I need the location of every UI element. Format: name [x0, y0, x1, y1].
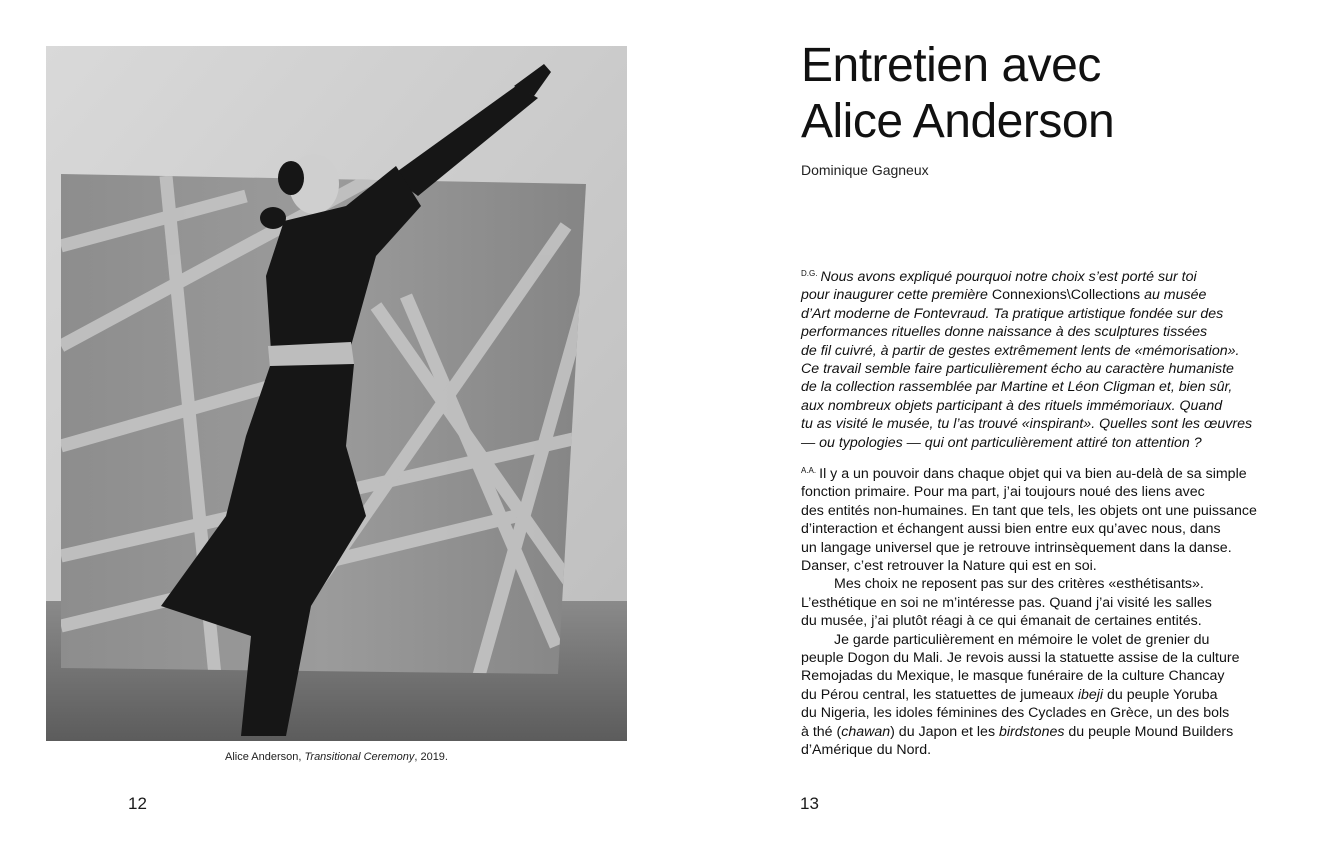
page-number: 13 [800, 794, 819, 813]
text-line [801, 342, 1321, 360]
text-run: tu as visité le musée, tu l’as trouvé «inspirant». Quelles sont les œuvres [801, 416, 1253, 433]
text-run: aux nombreux objets participant à des rituels immémoriaux. Quand [801, 397, 1223, 414]
text-line [801, 686, 1321, 704]
text-line [801, 704, 1321, 722]
text-run: Connexions\Collections [991, 287, 1141, 304]
performance-photo [46, 46, 627, 741]
text-run: ) du Japon et les [890, 723, 999, 740]
page-number: 12 [128, 794, 147, 813]
answer-paragraph [801, 462, 1321, 760]
speaker-mark: D.G. [801, 269, 818, 278]
text-run: au musée [1140, 287, 1207, 304]
text-run: chawan [841, 723, 891, 740]
right-page [672, 0, 1344, 857]
text-run: Danser, c’est retrouver la Nature qui est en soi. [801, 558, 1097, 575]
speaker-mark: A.A. [801, 466, 817, 475]
text-run: de la collection rassemblée par Martine et Léon Cligman et, bien sûr, [801, 379, 1233, 396]
text-line [801, 575, 1321, 593]
text-run: à thé ( [801, 723, 842, 740]
text-line [801, 305, 1321, 323]
text-run: Mes choix ne reposent pas sur des critères «esthétisants». [834, 576, 1204, 593]
text-line [801, 397, 1321, 415]
text-line [801, 360, 1321, 378]
text-run: pour inaugurer cette première [801, 287, 992, 304]
text-run: d’interaction et échangent aussi bien entre eux qu’avec nous, dans [801, 521, 1221, 538]
text-line [801, 667, 1321, 685]
author-name: Dominique Gagneux [801, 162, 929, 178]
text-run: fonction primaire. Pour ma part, j’ai toujours noué des liens avec [801, 484, 1205, 501]
text-line [801, 286, 1321, 304]
photo-caption: Alice Anderson, Transitional Ceremony, 2019. [225, 751, 448, 763]
text-run: de fil cuivré, à partir de gestes extrêmement lents de «mémorisation». [801, 342, 1240, 359]
text-run: peuple Dogon du Mali. Je revois aussi la statuette assise de la culture [801, 650, 1240, 667]
text-line [801, 323, 1321, 341]
text-line [801, 631, 1321, 649]
text-run: Nous avons expliqué pourquoi notre choix s’est porté sur toi [820, 269, 1197, 285]
text-line [801, 539, 1321, 557]
text-run: du peuple Yoruba [1103, 686, 1218, 703]
text-run: d’Amérique du Nord. [801, 742, 932, 759]
title-line: Entretien avec [801, 39, 1101, 92]
text-line [801, 378, 1321, 396]
text-line [801, 520, 1321, 538]
text-run: Remojadas du Mexique, le masque funéraire de la culture Chancay [801, 668, 1225, 685]
text-run: birdstones [998, 723, 1065, 740]
photo-illustration [46, 46, 627, 741]
text-run: du Nigeria, les idoles féminines des Cyclades en Grèce, un des bols [801, 705, 1230, 722]
text-line [801, 415, 1321, 433]
text-run: d’Art moderne de Fontevraud. Ta pratique artistique fondée sur des [801, 305, 1224, 322]
text-run: Il y a un pouvoir dans chaque objet qui va bien au-delà de sa simple [819, 466, 1247, 482]
text-line [801, 612, 1321, 630]
question-paragraph [801, 265, 1321, 452]
text-run: ibeji [1077, 686, 1104, 703]
text-line [801, 462, 1321, 483]
text-line [801, 265, 1321, 286]
text-run: Ce travail semble faire particulièrement écho au caractère humaniste [801, 361, 1234, 378]
text-line [801, 557, 1321, 575]
text-line [801, 649, 1321, 667]
text-line [801, 594, 1321, 612]
text-run: du peuple Mound Builders [1064, 723, 1234, 740]
text-line [801, 483, 1321, 501]
text-line [801, 434, 1321, 452]
text-run: Je garde particulièrement en mémoire le volet de grenier du [834, 631, 1210, 648]
article-title [801, 38, 1114, 150]
text-line [801, 723, 1321, 741]
text-run: du Pérou central, les statuettes de jumeaux [801, 686, 1078, 703]
text-run: — ou typologies — qui ont particulièrement attiré ton attention ? [801, 434, 1202, 451]
text-run: un langage universel que je retrouve intrinsèquement dans la danse. [801, 539, 1232, 556]
text-run: L’esthétique en soi ne m’intéresse pas. Quand j’ai visité les salles [801, 594, 1212, 611]
text-run: des entités non-humaines. En tant que tels, les objets ont une puissance [801, 502, 1257, 519]
text-line [801, 741, 1321, 759]
title-line: Alice Anderson [801, 95, 1115, 148]
text-run: performances rituelles donne naissance à des sculptures tissées [801, 324, 1208, 341]
text-line [801, 502, 1321, 520]
text-run: du musée, j’ai plutôt réagi à ce qui émanait de certaines entités. [801, 613, 1202, 630]
